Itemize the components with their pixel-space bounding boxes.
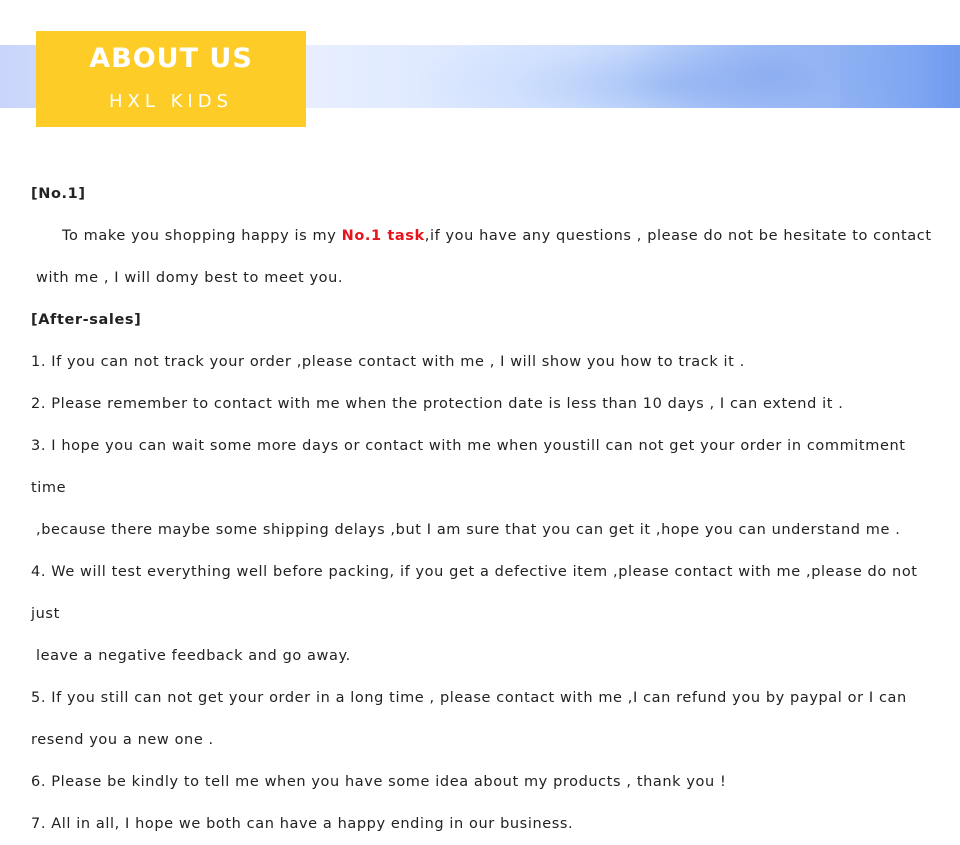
after-sales-item-7: 7. All in all, I hope we both can have a happy ending in our business. [31, 816, 574, 832]
brand-subtitle: HXL KIDS [108, 91, 233, 112]
intro-text-after: ,if you have any questions , please do not be hesitate to contact [424, 228, 932, 244]
after-sales-item-3: 3. I hope you can wait some more days or contact with me when youstill can not get your order in commitment time [31, 438, 906, 496]
intro-paragraph [31, 215, 936, 257]
after-sales-item-5-cont: resend you a new one . [31, 732, 214, 748]
after-sales-item-1: 1. If you can not track your order ,please contact with me , I will show you how to track it . [31, 354, 745, 370]
after-sales-item-5: 5. If you still can not get your order in a long time , please contact with me ,I can refund you by paypal or I can [31, 690, 907, 706]
about-content [31, 173, 936, 845]
after-sales-item-2: 2. Please remember to contact with me when the protection date is less than 10 days , I can extend it . [31, 396, 844, 412]
after-sales-item-4: 4. We will test everything well before packing, if you get a defective item ,please contact with me ,please do not just [31, 564, 918, 622]
title-badge [36, 31, 306, 127]
section-heading-after-sales: [After-sales] [31, 312, 142, 328]
section-heading-no1: [No.1] [31, 186, 86, 202]
after-sales-item-4-cont: leave a negative feedback and go away. [36, 648, 351, 664]
banner-watercolor-wash-right [620, 45, 920, 108]
page-title: ABOUT US [89, 43, 253, 74]
after-sales-item-3-cont: ,because there maybe some shipping delays ,but I am sure that you can get it ,hope you can understand me . [36, 522, 901, 538]
intro-highlight: No.1 task [341, 228, 425, 244]
after-sales-item-6: 6. Please be kindly to tell me when you have some idea about my products , thank you ! [31, 774, 727, 790]
intro-text-before: To make you shopping happy is my [62, 228, 342, 244]
intro-paragraph-cont: with me , I will domy best to meet you. [36, 270, 344, 286]
